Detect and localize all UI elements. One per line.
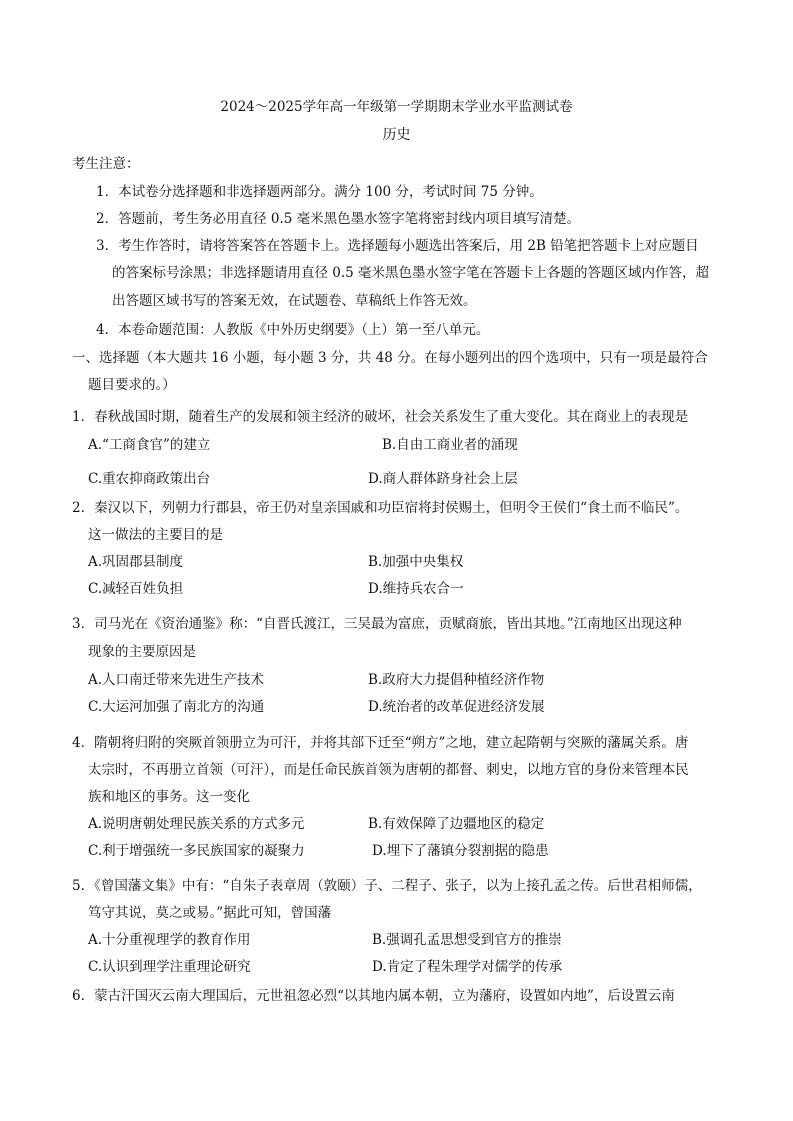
question-3-continued: 现象的主要原因是 [88, 644, 196, 660]
option-4d[interactable]: D.埋下了藩镇分裂割据的隐患 [372, 843, 549, 859]
section-heading: 一、选择题（本大题共 16 小题，每小题 3 分，共 48 分。在每小题列出的四个选项中，只有一项是最符合 [72, 350, 708, 366]
option-3d[interactable]: D.统治者的改革促进经济发展 [368, 699, 545, 715]
notice-item: 3．考生作答时，请将答案答在答题卡上。选择题每小题选出答案后，用 2B 铅笔把答题卡上对应题目 [96, 238, 699, 254]
option-1c[interactable]: C.重农抑商政策出台 [88, 471, 211, 487]
option-5a[interactable]: A.十分重视理学的教育作用 [88, 932, 251, 948]
notice-item-continued: 的答案标号涂黑；非选择题请用直径 0.5 毫米黑色墨水签字笔在答题卡上各题的答题区域内作答，超 [112, 265, 710, 281]
option-1d[interactable]: D.商人群体跻身社会上层 [368, 471, 518, 487]
notice-item: 2．答题前，考生务必用直径 0.5 毫米黑色墨水签字笔将密封线内项目填写清楚。 [96, 211, 581, 227]
option-5b[interactable]: B.强调孔孟思想受到官方的推崇 [372, 932, 562, 948]
option-1a[interactable]: A.“工商食官”的建立 [88, 437, 211, 453]
notice-item: 4．本卷命题范围：人教版《中外历史纲要》（上）第一至八单元。 [96, 322, 490, 338]
exam-subject: 历史 [382, 127, 411, 143]
option-3b[interactable]: B.政府大力提倡种植经济作物 [368, 672, 545, 688]
option-2a[interactable]: A.巩固郡县制度 [88, 554, 184, 570]
question-6: 6．蒙古汗国灭云南大理国后，元世祖忽必烈“以其地内属本朝，立为藩府，设置如内地”，后设置云南 [72, 988, 675, 1004]
option-5d[interactable]: D.肯定了程朱理学对儒学的传承 [372, 959, 563, 975]
option-2b[interactable]: B.加强中央集权 [368, 554, 464, 570]
question-4-continued: 太宗时，不再册立首领（可汗），而是任命民族首领为唐朝的都督、刺史，以地方官的身份来管理本民 [88, 762, 689, 778]
option-3c[interactable]: C.大运河加强了南北方的沟通 [88, 699, 265, 715]
exam-title: 2024～2025学年高一年级第一学期期末学业水平监测试卷 [220, 99, 573, 115]
option-4a[interactable]: A.说明唐朝处理民族关系的方式多元 [88, 816, 305, 832]
notice-item-continued: 出答题区域书写的答案无效，在试题卷、草稿纸上作答无效。 [112, 293, 477, 309]
option-1b[interactable]: B.自由工商业者的涌现 [382, 437, 518, 453]
question-2: 2．秦汉以下，列朝力行郡县，帝王仍对皇亲国戚和功臣宿将封侯赐土，但明令王侯们“食土而不临民”。 [72, 500, 689, 516]
question-1: 1．春秋战国时期，随着生产的发展和领主经济的破坏，社会关系发生了重大变化。其在商业上的表现是 [72, 409, 689, 425]
question-4-continued: 族和地区的事务。这一变化 [88, 789, 250, 805]
question-3: 3．司马光在《资治通鉴》称：“自晋氏渡江，三吴最为富庶，贡赋商旅，皆出其地。”江南地区出现这种 [72, 616, 682, 632]
option-5c[interactable]: C.认识到理学注重理论研究 [88, 959, 251, 975]
option-4b[interactable]: B.有效保障了边疆地区的稳定 [368, 816, 545, 832]
question-5-continued: 笃守其说，莫之或易。”据此可知，曾国藩 [88, 905, 332, 921]
option-4c[interactable]: C.利于增强统一多民族国家的凝聚力 [88, 843, 305, 859]
option-2d[interactable]: D.维持兵农合一 [368, 581, 464, 597]
question-5: 5．《曾国藩文集》中有：“自朱子表章周（敦颐）子、二程子、张子，以为上接孔孟之传。后世君相师儒， [72, 878, 702, 894]
section-heading-continued: 题目要求的。） [88, 377, 176, 393]
question-4: 4．隋朝将归附的突厥首领册立为可汗，并将其部下迁至“朔方”之地，建立起隋朝与突厥的藩属关系。唐 [72, 735, 689, 751]
notice-heading: 考生注意： [72, 156, 140, 172]
option-2c[interactable]: C.减轻百姓负担 [88, 581, 184, 597]
notice-item: 1．本试卷分选择题和非选择题两部分。满分 100 分，考试时间 75 分钟。 [96, 184, 543, 200]
question-2-continued: 这一做法的主要目的是 [88, 527, 223, 543]
option-3a[interactable]: A.人口南迁带来先进生产技术 [88, 672, 265, 688]
